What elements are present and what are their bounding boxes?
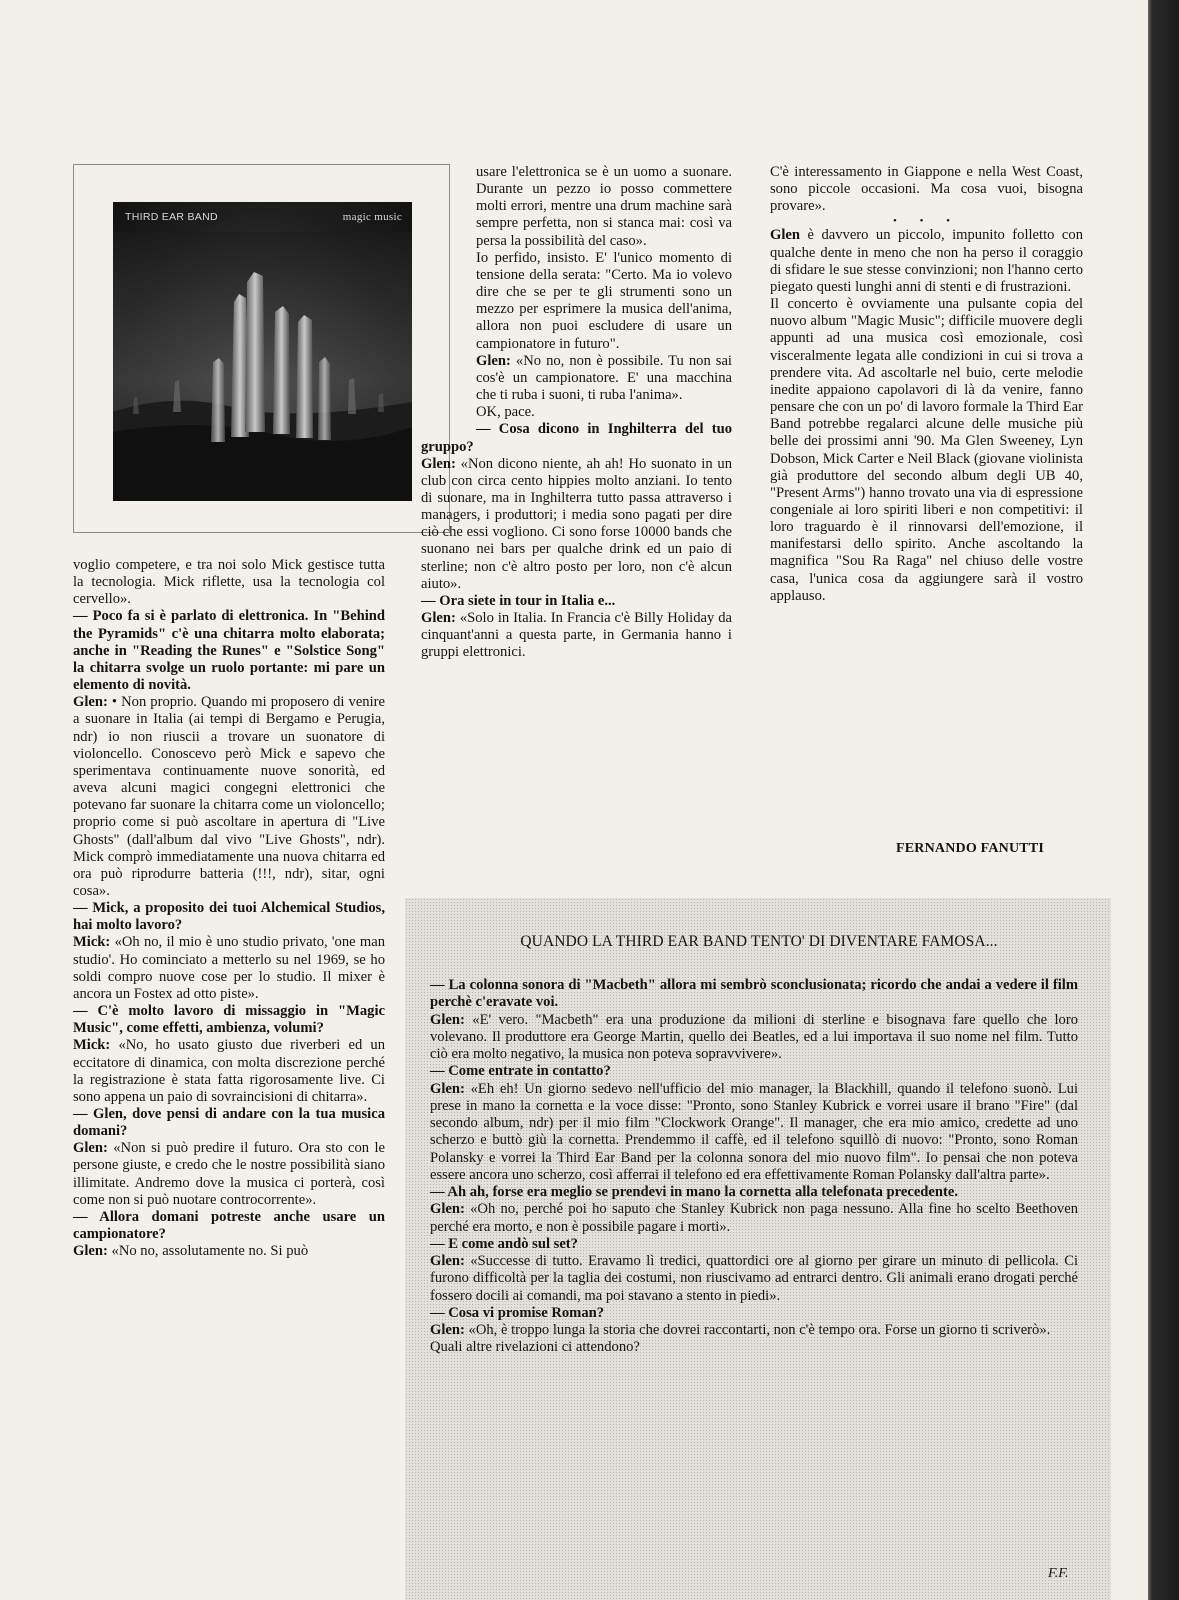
question: — Come entrate in contatto?	[430, 1063, 611, 1080]
question: — Poco fa si è parlato di elettronica. In "Behind the Pyramids" c'è una chitarra molto elaborata; anche in "Reading the Runes" e "Solstice Song" la chitarra svolge un ruolo portante: mi pare un elemento di novità.	[73, 608, 385, 694]
paragraph: Mick: «No, ho usato giusto due riverberi ed un eccitatore di dinamica, con molta discrezione perché la registrazione è stata fatta rigorosamente live. Ci sono appena un paio di sovraincisioni di chitarra».	[73, 1037, 385, 1105]
speaker-label: Glen:	[73, 1243, 108, 1260]
question: — Allora domani potreste anche usare un campionatore?	[73, 1208, 385, 1243]
speaker-label: Glen:	[430, 1080, 465, 1097]
album-cover-title: magic music	[342, 211, 402, 223]
paragraph: Glen: «Solo in Italia. In Francia c'è Billy Holiday da cinquant'anni a questa parte, in Germania hanno i gruppi elettronici.	[421, 610, 732, 661]
question: — C'è molto lavoro di missaggio in "Magic Music", come effetti, ambienza, volumi?	[73, 1003, 385, 1037]
paragraph: usare l'elettronica se è un uomo a suonare. Durante un pezzo io posso commettere molti errori, mentre una drum machine sarà sempre perfetta, non si stanca mai: così va persa la possibilità del caso».	[476, 164, 732, 249]
paragraph: Glen: «Successe di tutto. Eravamo lì tredici, quattordici ore al giorno per girare un minuto di pellicola. Ci furono difficoltà per la taglia dei costumi, non riuscivamo ad entrarci dentro. Gli animali erano drogati perché fossero docili ai comandi, ma poi stavano a stento in piedi».	[430, 1253, 1078, 1304]
album-cover-frame	[73, 164, 450, 533]
speaker-label: Mick:	[73, 1037, 111, 1054]
question: — La colonna sonora di "Macbeth" allora mi sembrò sconclusionata; ricordo che andai a vedere il film perchè c'eravate voi.	[430, 977, 1078, 1011]
question: — Ora siete in tour in Italia e...	[421, 592, 616, 609]
paragraph: Il concerto è ovviamente una pulsante copia del nuovo album "Magic Music"; difficile muovere degli appunti ad una musica così emozionale, così visceralmente legata alle condizioni in cui si trova a prendere vita. Ad ascoltarle nel buio, certe melodie inedite appaiono capolavori di là da venire, fanno pensare che con un po' di lavoro formale la Third Ear Band potrebbe regalarci alcune delle musiche più belle dei prossimi anni '90. Ma Glen Sweeney, Lyn Dobson, Mick Carter e Neil Black (giovane violinista già produttore del secondo album degli UB 40, "Present Arms") hanno trovato una via di espressione congeniale ai loro spiriti liberi e non competitivi: il loro traguardo è il rinnovarsi dell'emozione, il manifestarsi dello spirito. Anche ascoltando la magnifica "Sou Ra Raga" nel chiuso delle vostre casa, l'unica cosa da aggiungere sarà il vostro applauso.	[770, 296, 1083, 604]
paragraph: Glen: • Non proprio. Quando mi proposero di venire a suonare in Italia (ai tempi di Bergamo e Perugia, ndr) io non riuscii a trovare un suonatore di violoncello. Conoscevo però Mick e sapevo che sperimentava continuamente nuove sonorità, ed aveva alcuni magici congegni elettronici che potevano far suonare la chitarra come un violoncello; proprio come si può ascoltare in apertura di "Live Ghosts" (dall'album dal vivo "Live Ghosts", ndr). Mick comprò immediatamente una nuova chitarra ed ora può riprodurre batteria (!!!, ndr), sitar, ogni cosa».	[73, 694, 385, 899]
speaker-label: Glen:	[476, 352, 511, 369]
paragraph: Glen: «Non dicono niente, ah ah! Ho suonato in un club con circa cento hippies molto anziani. Io tento di suonare, ma in Inghilterra tutto passa attraverso i managers, i produttori; i media sono pagati per dire ciò che essi vogliono. Ci sono forse 10000 bands che suonano nei bars per qualche drink ed un paio di sterline; non c'è altro posto per loro, non c'è alcun aiuto».	[421, 455, 732, 592]
paragraph: OK, pace.	[476, 404, 535, 421]
album-cover-image	[113, 202, 412, 501]
column-3	[770, 164, 1083, 605]
paragraph: Glen: «Oh, è troppo lunga la storia che dovrei raccontarti, non c'è tempo ora. Forse un giorno ti scriverò».	[430, 1322, 1051, 1338]
paragraph: Io perfido, insisto. E' l'unico momento di tensione della serata: "Certo. Ma io volevo dire che se per te gli strumenti sono un mezzo per esprimere la musica dell'anima, allora non puoi escludere di usare un campionatore in futuro".	[476, 249, 732, 352]
speaker-label: Glen:	[421, 455, 456, 472]
question: — E come andò sul set?	[430, 1235, 578, 1252]
question: — Glen, dove pensi di andare con la tua musica domani?	[73, 1106, 385, 1140]
paragraph: Glen è davvero un piccolo, impunito folletto con qualche dente in meno che non ha perso il coraggio di sfidare le sue stesse convinzioni; non l'hanno certo piegato questi lunghi anni di stenti e di frustrazioni.	[770, 227, 1083, 295]
question: — Mick, a proposito dei tuoi Alchemical Studios, hai molto lavoro?	[73, 900, 385, 934]
paragraph: Glen: «Eh eh! Un giorno sedevo nell'ufficio del mio manager, la Blackhill, quando il telefono suonò. Lui prese in mano la cornetta e la voce disse: "Pronto, sono Stanley Kubrick e vorrei usare il brano "Fire" (dal secondo album, ndr) per il mio film "Clockwork Orange". Il manager, che era mio amico, credette ad uno scherzo e buttò giù la cornetta. Prendemmo il caffè, ed il telefono squillò di nuovo: "Pronto, sono Roman Polansky e vorrei la Third Ear Band per la colonna sonora del mio nuovo film". Io pensai che non poteva essere ancora uno scherzo, così afferrai il telefono ed era effettivamente Roman Polansky dall'altra parte».	[430, 1080, 1078, 1183]
paragraph: Glen: «No no, non è possibile. Tu non sai cos'è un campionatore. E' una macchina che ti ruba i suoni, ti ruba l'anima».	[476, 352, 732, 404]
speaker-label: Glen:	[421, 610, 456, 627]
section-break: • • •	[892, 215, 961, 228]
speaker-label: Mick:	[73, 934, 111, 951]
speaker-label: Glen:	[430, 1253, 465, 1269]
column-1	[73, 557, 385, 1260]
paragraph: C'è interessamento in Giappone e nella West Coast, sono piccole occasioni. Ma cosa vuoi, bisogna provare».	[770, 164, 1083, 215]
sidebar-title: QUANDO LA THIRD EAR BAND TENTO' DI DIVENTARE FAMOSA...	[520, 933, 998, 950]
paragraph: Mick: «Oh no, il mio è uno studio privato, 'one man studio'. Ho cominciato a metterlo su nel 1969, se ho soldi compro nuove cose per lo studio. Il mixer è ancora un Fostex ad otto piste».	[73, 934, 385, 1002]
standing-stones-illustration	[113, 202, 412, 501]
paragraph: Glen: «Non si può predire il futuro. Ora sto con le persone giuste, e credo che le nostre possibilità siano illimitate. Andremo dove la musica ci porterà, così come non si può nuotare controcorrente».	[73, 1140, 385, 1208]
speaker-label: Glen:	[430, 1201, 465, 1218]
column-2	[421, 164, 732, 662]
question: — Ah ah, forse era meglio se prendevi in mano la cornetta alla telefonata precedente.	[430, 1184, 958, 1200]
question: — Cosa vi promise Roman?	[430, 1304, 605, 1321]
album-cover-band-name: THIRD EAR BAND	[125, 211, 218, 223]
page-binding-edge	[1148, 0, 1179, 1600]
sidebar-body	[430, 977, 1078, 1357]
speaker-label: Glen:	[73, 694, 108, 711]
author-signature: FERNANDO FANUTTI	[896, 841, 1044, 856]
paragraph: voglio competere, e tra noi solo Mick gestisce tutta la tecnologia. Mick riflette, usa la tecnologia col cervello».	[73, 557, 385, 608]
paragraph: Quali altre rivelazioni ci attendono?	[430, 1339, 640, 1356]
speaker-label: Glen:	[430, 1011, 465, 1028]
paragraph: Glen: «No no, assolutamente no. Si può	[73, 1243, 309, 1260]
paragraph: Glen: «E' vero. "Macbeth" era una produzione da milioni di sterline e bisognava fare quello che loro volevano. Il produttore era George Martin, quello dei Beatles, ed a lui importava il suo nome nel film. Tutto ciò era molto negativo, la musica non poteva sopravvivere».	[430, 1011, 1078, 1062]
question: — Cosa dicono in Inghilterra del tuo gruppo?	[421, 421, 732, 455]
sidebar-signature: F.F.	[1048, 1566, 1069, 1581]
speaker-label: Glen	[770, 227, 800, 244]
speaker-label: Glen:	[73, 1140, 108, 1157]
paragraph: Glen: «Oh no, perché poi ho saputo che Stanley Kubrick non paga nessuno. Alla fine ho scelto Beethoven perché era morto, e non è possibile pagare i morti».	[430, 1201, 1078, 1235]
speaker-label: Glen:	[430, 1322, 465, 1338]
